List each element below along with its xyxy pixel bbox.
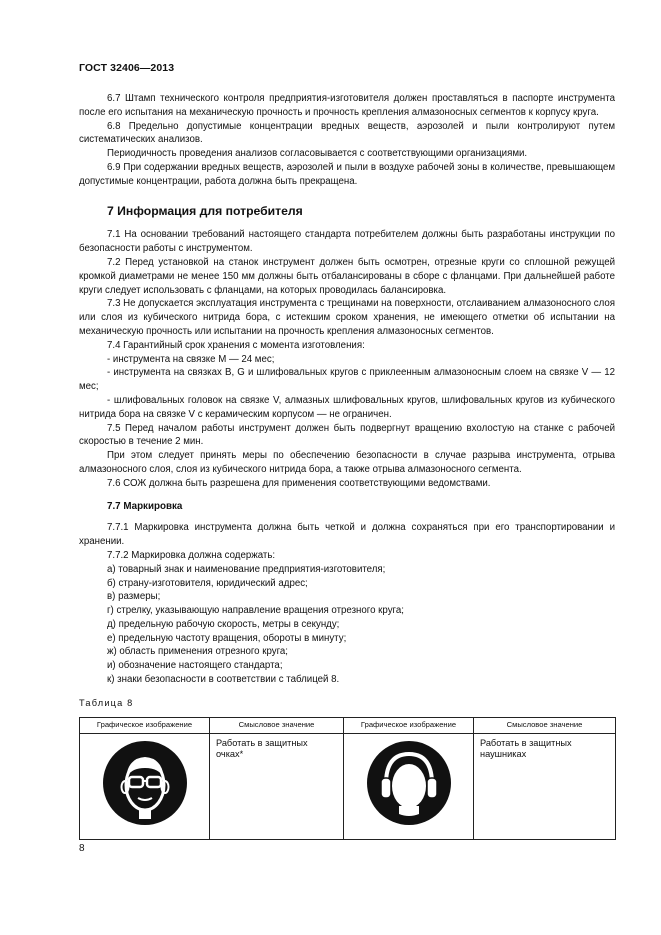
paragraph-7-2: 7.2 Перед установкой на станок инструмент должен быть осмотрен, отрезные круги со сплошной режущей кромкой диаметрами не менее 150 мм должны быть отбалансированы в сборе с фланцами. При дальнейшей работе круги следует использовать с фланцами, на которых проводилась балансировка.: [79, 256, 615, 296]
paragraph-6-7: 6.7 Штамп технического контроля предприятия-изготовителя должен проставляться в паспорте инструмента после его испытания на механическую прочность и прочность крепления алмазоносных сегментов к корпусу круга.: [79, 93, 615, 118]
list-item: а) товарный знак и наименование предприятия-изготовителя;: [107, 563, 386, 575]
table-caption: Таблица 8: [79, 697, 134, 708]
list-item: б) страну-изготовителя, юридический адрес;: [107, 577, 308, 589]
table-cell-image: [80, 733, 210, 839]
document-body: [79, 92, 615, 840]
paragraph-6-8-periodicity: Периодичность проведения анализов согласовывается с соответствующими организациями.: [107, 148, 528, 160]
paragraph-7-4: 7.4 Гарантийный срок хранения с момента изготовления:: [107, 339, 365, 351]
paragraph-7-7-1: 7.7.1 Маркировка инструмента должна быть четкой и должна сохраняться при его транспортировании и хранении.: [79, 522, 615, 548]
paragraph-6-8: 6.8 Предельно допустимые концентрации вредных веществ, аэрозолей и пыли контролируют путем систематических анализов.: [79, 120, 615, 146]
table-header-cell: Графическое изображение: [344, 717, 474, 733]
ear-protection-sign-icon: [366, 740, 452, 826]
table-header-cell: Смысловое значение: [474, 717, 616, 733]
table-row: [80, 733, 616, 839]
list-item: г) стрелку, указывающую направление вращения отрезного круга;: [107, 605, 404, 617]
paragraph-7-5: 7.5 Перед началом работы инструмент должен быть подвергнут вращению вхолостую на станке с рабочей скоростью в течение 2 мин.: [79, 422, 615, 448]
section-7-7-title: 7.7 Маркировка: [107, 500, 183, 512]
paragraph-7-4-item-v: - шлифовальных головок на связке V, алмазных шлифовальных кругов, шлифовальных кругов из кубического нитрида бора на связке V с керамическим корпусом — не ограничен.: [79, 394, 615, 420]
paragraph-7-1: 7.1 На основании требований настоящего стандарта потребителем должны быть разработаны инструкции по безопасности работы с инструментом.: [79, 229, 615, 255]
list-item: к) знаки безопасности в соответствии с таблицей 8.: [107, 674, 340, 686]
page-number: 8: [79, 843, 85, 854]
safety-signs-table: [79, 717, 616, 840]
table-cell-meaning: Работать в защитных очках*: [210, 733, 344, 839]
paragraph-7-5-safety: При этом следует принять меры по обеспечению безопасности в случае разрыва инструмента, отрыва алмазоносного слоя, слоя из кубического нитрида бора, а также отрыва алмазоносного сегмента.: [79, 450, 615, 475]
table-cell-meaning: Работать в защитных наушниках: [474, 733, 616, 839]
list-item: в) размеры;: [107, 591, 161, 603]
table-header-row: [80, 717, 616, 733]
paragraph-6-9: 6.9 При содержании вредных веществ, аэрозолей и пыли в воздухе рабочей зоны в количестве, превышающем допустимые концентрации, работа должна быть прекращена.: [79, 161, 615, 187]
safety-goggles-sign-icon: [102, 740, 188, 826]
list-item: ж) область применения отрезного круга;: [107, 646, 289, 658]
list-item: д) предельную рабочую скорость, метры в секунду;: [107, 618, 340, 630]
section-7-title: 7 Информация для потребителя: [107, 203, 303, 218]
paragraph-7-6: 7.6 СОЖ должна быть разрешена для применения соответствующими ведомствами.: [107, 477, 491, 489]
document-header: ГОСТ 32406—2013: [79, 62, 175, 74]
table-cell-image: [344, 733, 474, 839]
table-header-cell: Графическое изображение: [80, 717, 210, 733]
list-item: е) предельную частоту вращения, обороты в минуту;: [107, 632, 347, 644]
paragraph-7-3: 7.3 Не допускается эксплуатация инструмента с трещинами на поверхности, отслаиванием алмазоносного слоя или слоя из кубического нитрида бора, с истекшим сроком хранения, не имеющего отметки об испытании на механическую прочность или испытании на прочность крепления алмазоносных сегментов.: [79, 298, 615, 337]
paragraph-7-7-2: 7.7.2 Маркировка должна содержать:: [107, 549, 276, 561]
list-item: и) обозначение настоящего стандарта;: [107, 660, 283, 672]
table-header-cell: Смысловое значение: [210, 717, 344, 733]
paragraph-7-4-item-m: - инструмента на связке М — 24 мес;: [107, 353, 275, 365]
paragraph-7-4-item-bg: - инструмента на связках В, G и шлифовальных кругов с приклеенным алмазоносным слоем на связке V — 12 мес;: [79, 367, 615, 393]
